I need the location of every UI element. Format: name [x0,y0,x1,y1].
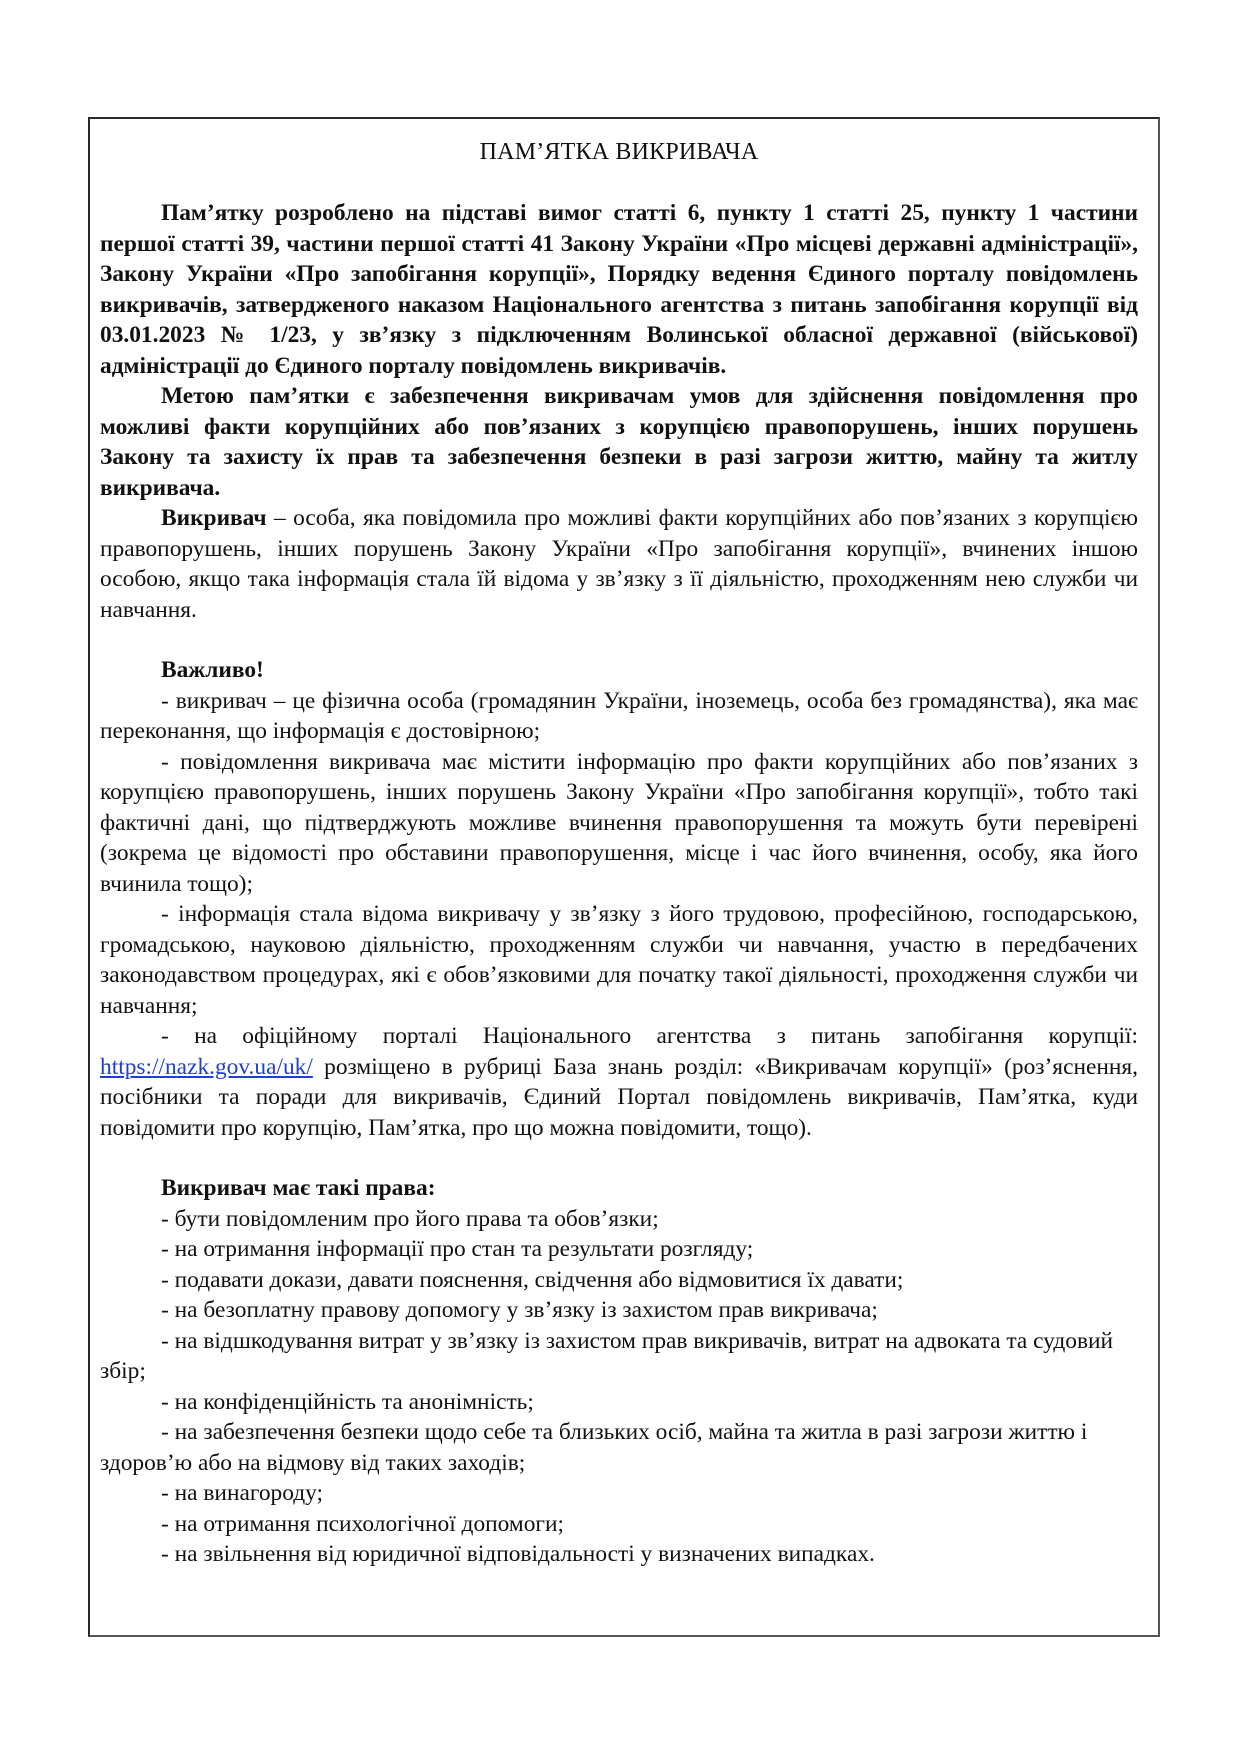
important-item: - інформація стала відома викривачу у зв’язку з його трудовою, професійною, господарською, громадською, науковою діяльністю, проходженням служби чи навчання, участю в передбачених законодавством процедурах, які є обов’язковими для початку такої діяльності, проходження служби чи навчання; [100,901,1138,1019]
definition-term: Викривач [161,505,267,531]
definition-text: – особа, яка повідомила про можливі факти корупційних або пов’язаних з корупцією правопорушень, інших порушень Закону України «Про запобігання корупції», вчинених іншою особою, якщо така інформація стала їй відома у зв’язку з її діяльністю, проходженням нею служби чи навчання. [100,505,1138,623]
portal-item [100,1021,1138,1143]
rights-item: - на конфіденційність та анонімність; [161,1388,534,1415]
portal-item-suffix: розміщено в рубриці База знань розділ: «Викривачам корупції» (роз’яснення, посібники та поради для викривачів, Єдиний Портал повідомлень викривачів, Пам’ятка, куди повідомити про корупцію, Пам’ятка, про що можна повідомити, тощо). [100,1053,1138,1141]
rights-item: - подавати докази, давати пояснення, свідчення або відмовитися їх давати; [161,1266,904,1293]
rights-item: - на отримання інформації про стан та результати розгляду; [161,1236,754,1262]
definition-paragraph [100,503,1138,625]
nazk-portal-link[interactable]: https://nazk.gov.ua/uk/ [100,1053,313,1080]
spacer [100,625,1138,655]
rights-item: - на безоплатну правову допомогу у зв’язку із захистом прав викривача; [161,1297,878,1323]
page-title: ПАМ’ЯТКА ВИКРИВАЧА [479,139,759,165]
rights-item: - бути повідомленим про його права та обов’язки; [161,1205,659,1232]
spacer [100,1143,1138,1173]
important-item: - повідомлення викривача має містити інформацію про факти корупційних або пов’язаних з корупцією правопорушень, інших порушень Закону України «Про запобігання корупції», тобто такі фактичні дані, що підтверджують можливе вчинення правопорушення та можуть бути перевірені (зокрема це відомості про обставини правопорушення, місце і час його вчинення, особу, яка його вчинила тощо); [100,748,1138,897]
portal-item-prefix: - на офіційному порталі Національного агентства з питань запобігання корупції: [161,1023,1138,1049]
important-item: - викривач – це фізична особа (громадянин України, іноземець, особа без громадянства), яка має переконання, що інформація є достовірною; [100,687,1138,744]
rights-heading: Викривач має такі права: [161,1175,436,1201]
rights-item: - на отримання психологічної допомоги; [161,1510,565,1537]
important-heading: Важливо! [161,657,264,683]
rights-item: - на винагороду; [161,1480,324,1506]
rights-item: - на відшкодування витрат у зв’язку із захистом прав викривачів, витрат на адвоката та судовий збір; [100,1327,1114,1384]
rights-item: - на звільнення від юридичної відповідальності у визначених випадках. [161,1541,875,1567]
document-frame [88,117,1160,1637]
rights-item: - на забезпечення безпеки щодо себе та близьких осіб, майна та житла в разі загрози життю і здоров’ю або на відмову від таких заходів; [100,1419,1088,1476]
intro-paragraph: Пам’ятку розроблено на підставі вимог статті 6, пункту 1 статті 25, пункту 1 частини першої статті 39, частини першої статті 41 Закону України «Про місцеві державні адміністрації», Закону України «Про запобігання корупції», Порядку ведення Єдиного порталу повідомлень викривачів, затвердженого наказом Національного агентства з питань запобігання корупції від 03.01.2023 № 1/23, у зв’язку з підключенням Волинської обласної державної (військової) адміністрації до Єдиного порталу повідомлень викривачів. [100,200,1138,379]
purpose-paragraph: Метою пам’ятки є забезпечення викривачам умов для здійснення повідомлення про можливі факти корупційних або пов’язаних з корупцією правопорушень, інших порушень Закону та захисту їх прав та забезпечення безпеки в разі загрози життю, майну та житлу викривача. [100,383,1138,501]
